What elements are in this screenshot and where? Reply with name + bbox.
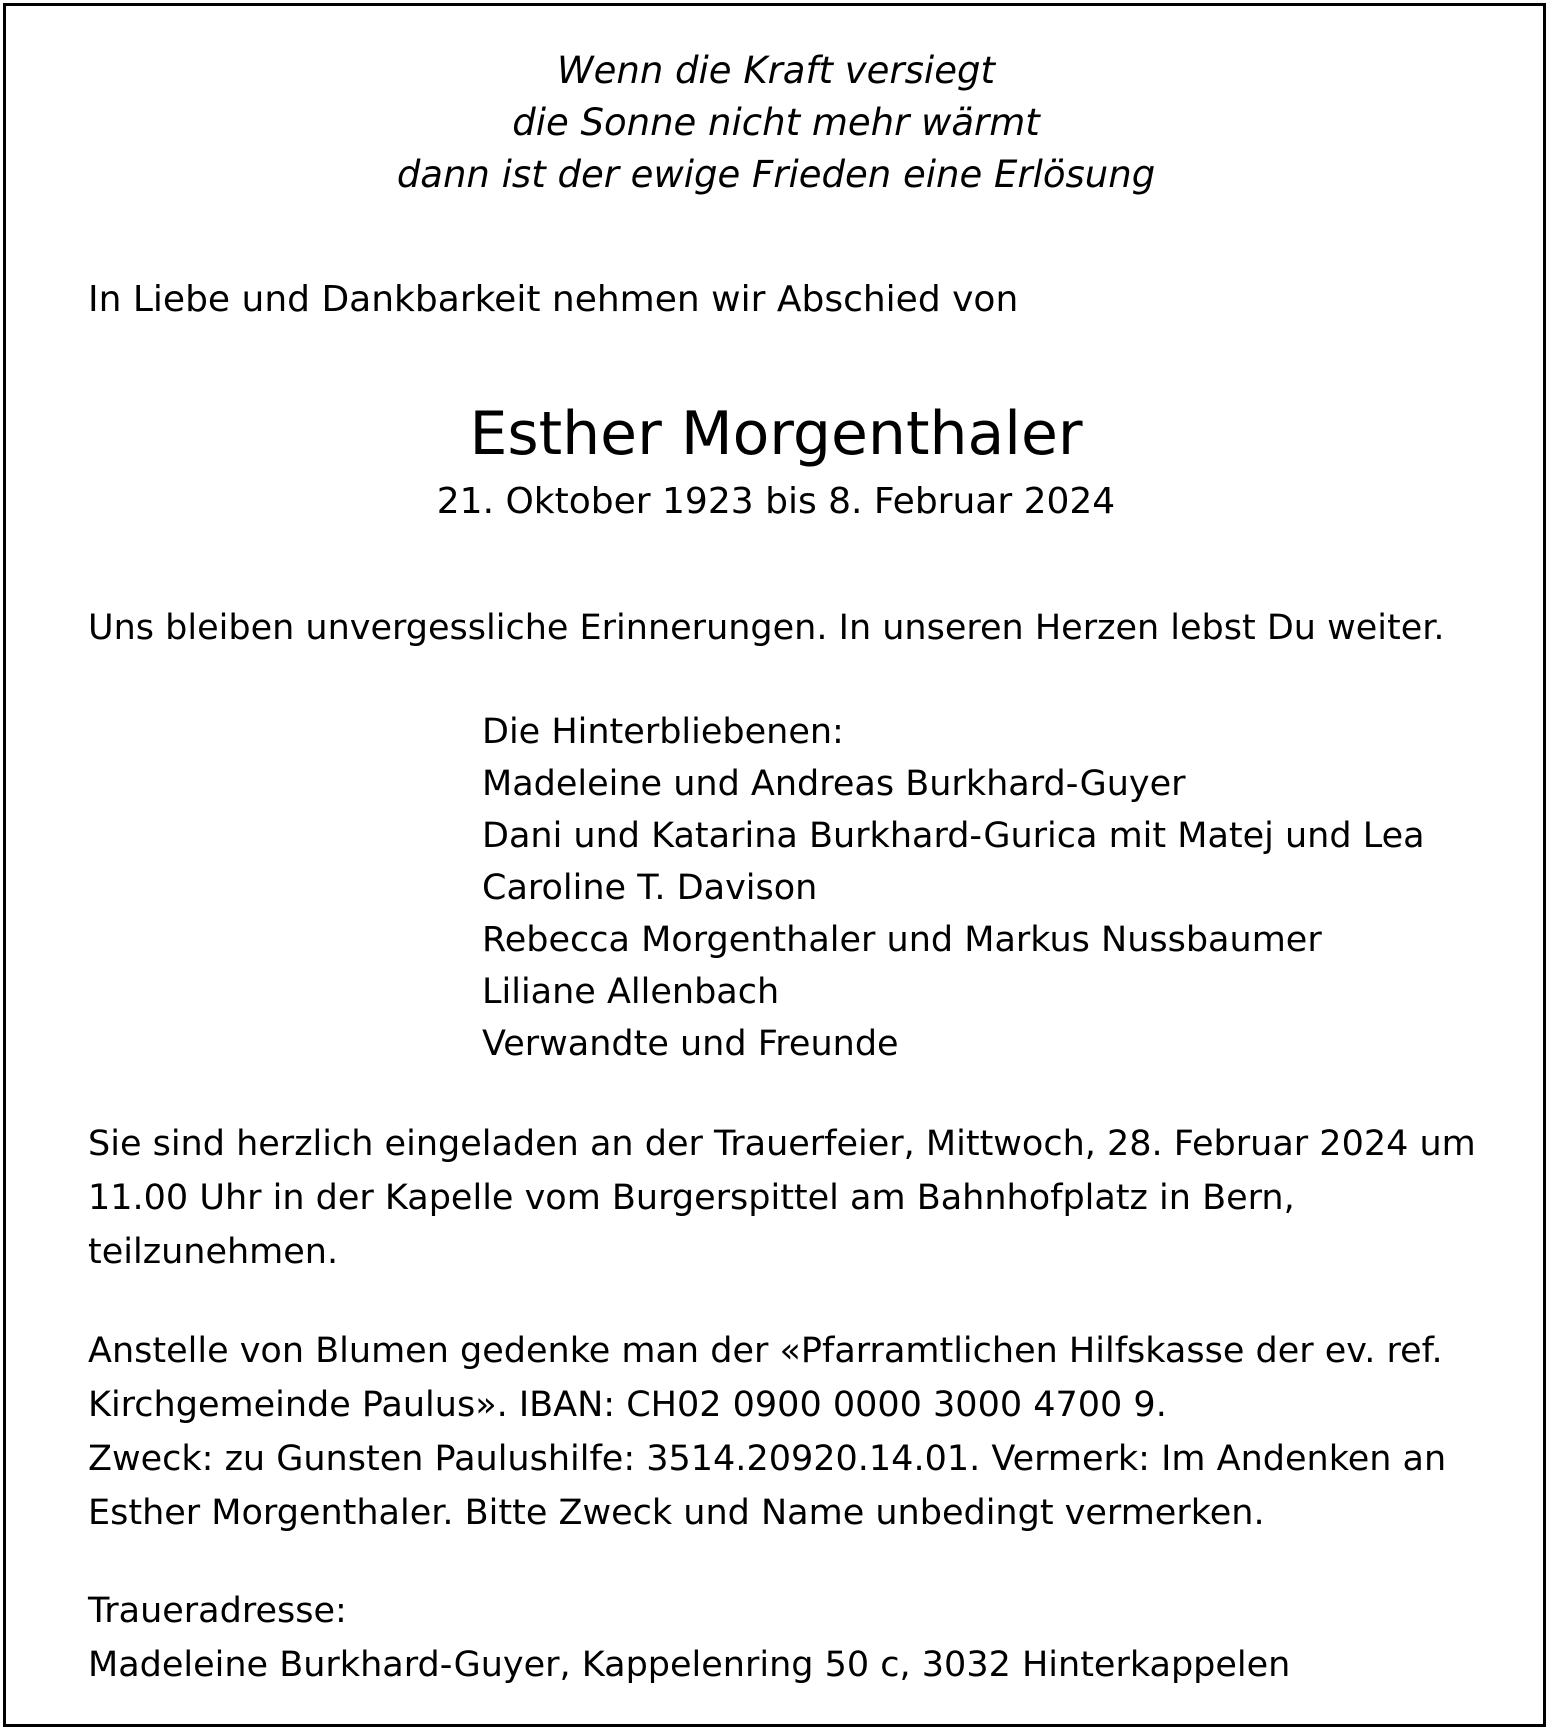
- mourner-entry: Dani und Katarina Burkhard-Gurica mit Matej und Lea: [482, 816, 1425, 856]
- motto-line: Wenn die Kraft versiegt: [557, 49, 995, 92]
- life-dates: 21. Oktober 1923 bis 8. Februar 2024: [436, 481, 1116, 522]
- address-line: Madeleine Burkhard-Guyer, Kappelenring 50 c, 3032 Hinterkappelen: [88, 1645, 1291, 1685]
- donation-line: Esther Morgenthaler. Bitte Zweck und Name unbedingt vermerken.: [88, 1493, 1265, 1533]
- motto-verse: [0, 45, 1552, 201]
- invitation-line: Sie sind herzlich eingeladen an der Trauerfeier, Mittwoch, 28. Februar 2024 um: [88, 1124, 1476, 1164]
- mourner-entry: Liliane Allenbach: [482, 972, 780, 1012]
- mourners-heading: Die Hinterbliebenen:: [482, 712, 844, 752]
- mourner-entry: Rebecca Morgenthaler und Markus Nussbaumer: [482, 920, 1322, 960]
- funeral-invitation: [88, 1117, 1476, 1279]
- mourners-list: [482, 706, 1425, 1070]
- mourning-address: [88, 1584, 1290, 1692]
- memory-text: Uns bleiben unvergessliche Erinnerungen. In unseren Herzen lebst Du weiter.: [88, 608, 1445, 648]
- donation-line: Zweck: zu Gunsten Paulushilfe: 3514.20920.14.01. Vermerk: Im Andenken an: [88, 1439, 1447, 1479]
- donation-line: Kirchgemeinde Paulus». IBAN: CH02 0900 0000 3000 4700 9.: [88, 1385, 1167, 1425]
- donation-line: Anstelle von Blumen gedenke man der «Pfarramtlichen Hilfskasse der ev. ref.: [88, 1331, 1443, 1371]
- invitation-line: 11.00 Uhr in der Kapelle vom Burgerspittel am Bahnhofplatz in Bern,: [88, 1178, 1295, 1218]
- motto-line: dann ist der ewige Frieden eine Erlösung: [396, 153, 1156, 196]
- farewell-intro: In Liebe und Dankbarkeit nehmen wir Abschied von: [88, 279, 1019, 320]
- mourner-entry: Verwandte und Freunde: [482, 1024, 899, 1064]
- invitation-line: teilzunehmen.: [88, 1232, 339, 1272]
- address-heading: Traueradresse:: [88, 1591, 347, 1631]
- donation-info: [88, 1324, 1446, 1540]
- mourner-entry: Caroline T. Davison: [482, 868, 818, 908]
- motto-line: die Sonne nicht mehr wärmt: [512, 101, 1040, 144]
- deceased-name: Esther Morgenthaler: [469, 399, 1083, 469]
- mourner-entry: Madeleine und Andreas Burkhard-Guyer: [482, 764, 1186, 804]
